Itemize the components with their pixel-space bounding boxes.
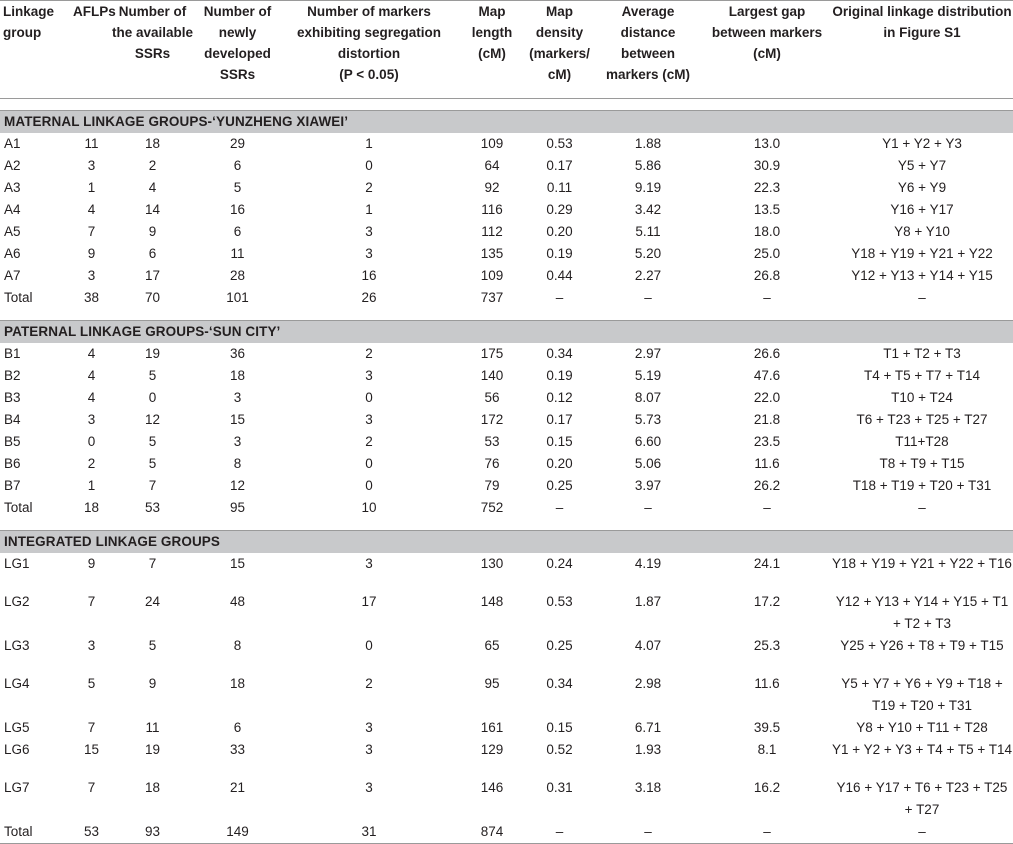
cell-group: Total bbox=[4, 290, 33, 305]
section-header-row bbox=[0, 111, 1013, 134]
cell-distortion: 16 bbox=[361, 268, 377, 283]
cell-largest-gap: 13.0 bbox=[753, 136, 781, 151]
total-row bbox=[0, 497, 1013, 519]
cell-new-ssrs: 11 bbox=[230, 246, 245, 261]
cell-distribution: Y18 + Y19 + Y21 + Y22 + T16 bbox=[832, 556, 1012, 571]
cell-avg-distance: 5.06 bbox=[634, 456, 662, 471]
section-spacer-cell bbox=[0, 99, 1013, 111]
cell-distribution: Y16 + Y17 + T6 + T23 + T25 + T27 bbox=[836, 780, 1008, 817]
cell-avg-distance: 6.60 bbox=[634, 434, 662, 449]
cell-aflps: 3 bbox=[87, 412, 96, 427]
cell-available-ssrs: 11 bbox=[145, 720, 160, 735]
header-map-density: Map density (markers/ cM) bbox=[529, 4, 590, 82]
table-row bbox=[0, 387, 1013, 409]
cell-map-length: 79 bbox=[484, 478, 500, 493]
cell-distribution: Y5 + Y7 + Y6 + Y9 + T18 + T19 + T20 + T31 bbox=[841, 676, 1003, 713]
cell-new-ssrs: 12 bbox=[229, 478, 246, 493]
cell-map-length: 130 bbox=[480, 556, 504, 571]
cell-distortion: 0 bbox=[365, 638, 373, 653]
cell-new-ssrs: 8 bbox=[233, 638, 242, 653]
cell-distribution: Y12 + Y13 + Y14 + Y15 + T1 + T2 + T3 bbox=[835, 594, 1009, 631]
cell-distribution: T8 + T9 + T15 bbox=[879, 456, 965, 471]
cell-available-ssrs: 14 bbox=[144, 202, 161, 217]
cell-available-ssrs: 19 bbox=[144, 742, 161, 757]
cell-available-ssrs: 18 bbox=[144, 136, 161, 151]
cell-map-density: 0.20 bbox=[546, 224, 573, 239]
cell-new-ssrs: 3 bbox=[233, 434, 242, 449]
cell-group: LG5 bbox=[4, 720, 30, 735]
cell-new-ssrs: 6 bbox=[233, 720, 242, 735]
cell-new-ssrs: 28 bbox=[229, 268, 246, 283]
cell-new-ssrs: 16 bbox=[229, 202, 246, 217]
cell-distribution: T6 + T23 + T25 + T27 bbox=[856, 412, 988, 427]
cell-group: B5 bbox=[4, 434, 21, 449]
cell-avg-distance: 1.88 bbox=[634, 136, 662, 151]
cell-distortion: 2 bbox=[365, 676, 373, 691]
cell-available-ssrs: 19 bbox=[144, 346, 161, 361]
cell-avg-distance: – bbox=[593, 821, 703, 844]
table-row bbox=[0, 453, 1013, 475]
total-row bbox=[0, 821, 1013, 844]
cell-available-ssrs: 93 bbox=[110, 821, 195, 844]
cell-map-density: 0.17 bbox=[546, 158, 573, 173]
cell-aflps: 7 bbox=[87, 594, 96, 609]
cell-map-density: – bbox=[555, 290, 564, 305]
cell-map-length: 56 bbox=[484, 390, 500, 405]
cell-distortion: 2 bbox=[365, 434, 373, 449]
cell-aflps: 18 bbox=[83, 500, 100, 515]
cell-map-density: 0.19 bbox=[546, 368, 573, 383]
cell-group: A2 bbox=[4, 158, 21, 173]
cell-new-ssrs: 101 bbox=[226, 290, 249, 305]
cell-group: LG6 bbox=[4, 742, 30, 757]
cell-distortion: 2 bbox=[365, 346, 373, 361]
cell-available-ssrs: 4 bbox=[148, 180, 157, 195]
cell-map-density: 0.34 bbox=[546, 346, 573, 361]
cell-distortion: 26 bbox=[361, 290, 377, 305]
cell-distortion: 3 bbox=[365, 412, 373, 427]
cell-distribution: – bbox=[918, 290, 926, 305]
header-largest-gap: Largest gap between markers (cM) bbox=[711, 4, 823, 61]
cell-distribution: Y5 + Y7 bbox=[897, 158, 947, 173]
cell-distribution: – bbox=[918, 500, 926, 515]
cell-distortion: 1 bbox=[365, 202, 373, 217]
cell-new-ssrs: 36 bbox=[229, 346, 246, 361]
cell-largest-gap: – bbox=[703, 821, 831, 844]
cell-new-ssrs: 33 bbox=[229, 742, 246, 757]
cell-available-ssrs: 5 bbox=[148, 638, 157, 653]
cell-largest-gap: 39.5 bbox=[753, 720, 781, 735]
cell-map-density: 0.34 bbox=[546, 676, 573, 691]
cell-distribution: Y1 + Y2 + Y3 bbox=[882, 136, 962, 151]
cell-group: B7 bbox=[4, 478, 21, 493]
cell-aflps: 3 bbox=[87, 268, 96, 283]
cell-map-length: 76 bbox=[484, 456, 500, 471]
cell-map-density: – bbox=[555, 500, 564, 515]
cell-largest-gap: 21.8 bbox=[753, 412, 781, 427]
cell-distribution: T10 + T24 bbox=[891, 390, 953, 405]
cell-distribution: Y12 + Y13 + Y14 + Y15 bbox=[851, 268, 993, 283]
cell-distribution: Y16 + Y17 bbox=[890, 202, 954, 217]
cell-map-length: 112 bbox=[481, 224, 503, 239]
cell-group: LG7 bbox=[4, 780, 30, 795]
table-row bbox=[0, 221, 1013, 243]
section-title: PATERNAL LINKAGE GROUPS-‘SUN CITY’ bbox=[0, 321, 1013, 344]
section-spacer-cell bbox=[0, 309, 1013, 321]
cell-aflps: 1 bbox=[87, 180, 96, 195]
table-row bbox=[0, 591, 1013, 635]
header-aflps: AFLPs bbox=[73, 4, 116, 19]
cell-largest-gap: 11.6 bbox=[754, 676, 780, 691]
section-spacer bbox=[0, 519, 1013, 531]
cell-distribution: T11+T28 bbox=[895, 434, 949, 449]
cell-map-density: 0.25 bbox=[546, 638, 573, 653]
table-header bbox=[0, 1, 1013, 99]
cell-group: A5 bbox=[4, 224, 21, 239]
table-row bbox=[0, 265, 1013, 287]
cell-distribution: – bbox=[831, 821, 1013, 844]
cell-distortion: 17 bbox=[361, 594, 377, 609]
cell-largest-gap: 11.6 bbox=[754, 456, 780, 471]
cell-avg-distance: 2.98 bbox=[634, 676, 662, 691]
cell-new-ssrs: 15 bbox=[229, 412, 246, 427]
cell-new-ssrs: 29 bbox=[229, 136, 246, 151]
cell-aflps: 7 bbox=[87, 780, 96, 795]
cell-distortion: 3 bbox=[365, 368, 373, 383]
table-row bbox=[0, 553, 1013, 591]
table-row bbox=[0, 777, 1013, 821]
cell-aflps: 53 bbox=[73, 821, 110, 844]
cell-group: A1 bbox=[4, 136, 21, 151]
cell-group: B6 bbox=[4, 456, 21, 471]
cell-distribution: T4 + T5 + T7 + T14 bbox=[864, 368, 980, 383]
header-linkage-group: Linkage group bbox=[3, 4, 55, 40]
cell-available-ssrs: 7 bbox=[148, 556, 157, 571]
cell-largest-gap: 47.6 bbox=[753, 368, 781, 383]
cell-distortion: 3 bbox=[365, 780, 373, 795]
cell-new-ssrs: 8 bbox=[233, 456, 242, 471]
cell-available-ssrs: 5 bbox=[148, 456, 157, 471]
cell-group: A3 bbox=[4, 180, 21, 195]
cell-available-ssrs: 6 bbox=[148, 246, 157, 261]
cell-distortion: 3 bbox=[365, 224, 373, 239]
cell-map-density: 0.17 bbox=[546, 412, 573, 427]
cell-avg-distance: 9.19 bbox=[634, 180, 662, 195]
header-map-length: Map length (cM) bbox=[471, 4, 513, 61]
cell-map-length: 53 bbox=[484, 434, 500, 449]
cell-available-ssrs: 18 bbox=[144, 780, 161, 795]
cell-group: Total bbox=[4, 500, 33, 515]
cell-aflps: 3 bbox=[87, 638, 96, 653]
table-row bbox=[0, 673, 1013, 717]
cell-map-density: 0.53 bbox=[546, 136, 573, 151]
cell-aflps: 4 bbox=[87, 346, 96, 361]
cell-map-density: 0.52 bbox=[546, 742, 573, 757]
cell-new-ssrs: 6 bbox=[233, 158, 242, 173]
section-title: INTEGRATED LINKAGE GROUPS bbox=[0, 531, 1013, 554]
cell-new-ssrs: 6 bbox=[233, 224, 242, 239]
cell-avg-distance: 1.93 bbox=[634, 742, 662, 757]
header-average-distance: Average distance between markers (cM) bbox=[605, 4, 691, 82]
cell-group: Total bbox=[0, 821, 73, 844]
cell-avg-distance: 3.18 bbox=[634, 780, 662, 795]
cell-available-ssrs: 24 bbox=[144, 594, 161, 609]
table-row bbox=[0, 155, 1013, 177]
cell-map-density: 0.11 bbox=[546, 180, 573, 195]
cell-largest-gap: 13.5 bbox=[753, 202, 781, 217]
cell-map-length: 172 bbox=[480, 412, 504, 427]
cell-new-ssrs: 15 bbox=[229, 556, 246, 571]
cell-largest-gap: 18.0 bbox=[753, 224, 781, 239]
cell-map-length: 161 bbox=[480, 720, 504, 735]
cell-map-length: 135 bbox=[480, 246, 504, 261]
table-row bbox=[0, 199, 1013, 221]
cell-largest-gap: 25.0 bbox=[753, 246, 781, 261]
cell-map-length: 140 bbox=[480, 368, 504, 383]
cell-largest-gap: 24.1 bbox=[753, 556, 781, 571]
cell-new-ssrs: 18 bbox=[229, 676, 246, 691]
cell-avg-distance: – bbox=[644, 290, 652, 305]
cell-map-density: 0.24 bbox=[546, 556, 573, 571]
cell-distortion: 0 bbox=[365, 478, 373, 493]
cell-group: B3 bbox=[4, 390, 21, 405]
cell-available-ssrs: 53 bbox=[144, 500, 161, 515]
cell-aflps: 9 bbox=[87, 556, 96, 571]
cell-group: LG1 bbox=[4, 556, 30, 571]
cell-distortion: 3 bbox=[365, 742, 373, 757]
cell-map-density: 0.53 bbox=[546, 594, 573, 609]
cell-new-ssrs: 18 bbox=[229, 368, 246, 383]
cell-avg-distance: 2.27 bbox=[634, 268, 662, 283]
cell-distribution: Y25 + Y26 + T8 + T9 + T15 bbox=[840, 638, 1004, 653]
cell-distribution: Y1 + Y2 + Y3 + T4 + T5 + T14 bbox=[831, 742, 1012, 757]
cell-new-ssrs: 95 bbox=[229, 500, 246, 515]
cell-map-length: 116 bbox=[481, 202, 503, 217]
cell-distribution: Y8 + Y10 + T11 + T28 bbox=[856, 720, 988, 735]
cell-map-length: 874 bbox=[458, 821, 526, 844]
cell-avg-distance: 5.11 bbox=[635, 224, 661, 239]
cell-distortion: 3 bbox=[365, 556, 373, 571]
header-original-distribution: Original linkage distribution in Figure S1 bbox=[832, 4, 1012, 40]
cell-map-density: 0.12 bbox=[546, 390, 573, 405]
cell-map-length: 64 bbox=[484, 158, 500, 173]
cell-largest-gap: 26.2 bbox=[753, 478, 781, 493]
cell-distortion: 2 bbox=[365, 180, 373, 195]
cell-group: B1 bbox=[4, 346, 21, 361]
cell-aflps: 1 bbox=[87, 478, 96, 493]
cell-largest-gap: 23.5 bbox=[753, 434, 781, 449]
section-spacer bbox=[0, 99, 1013, 111]
cell-group: B2 bbox=[4, 368, 21, 383]
table-row bbox=[0, 177, 1013, 199]
cell-map-length: 109 bbox=[480, 268, 504, 283]
cell-distortion: 3 bbox=[365, 720, 373, 735]
cell-map-length: 752 bbox=[480, 500, 504, 515]
cell-map-length: 95 bbox=[484, 676, 500, 691]
cell-largest-gap: 22.3 bbox=[753, 180, 781, 195]
cell-available-ssrs: 0 bbox=[148, 390, 157, 405]
cell-aflps: 4 bbox=[87, 202, 96, 217]
cell-group: B4 bbox=[4, 412, 21, 427]
cell-largest-gap: 26.6 bbox=[753, 346, 781, 361]
section-title: MATERNAL LINKAGE GROUPS-‘YUNZHENG XIAWEI’ bbox=[0, 111, 1013, 134]
cell-avg-distance: 3.97 bbox=[634, 478, 662, 493]
header-p-note: (P < 0.05) bbox=[339, 67, 399, 82]
table-row bbox=[0, 717, 1013, 739]
cell-distortion: 0 bbox=[365, 456, 373, 471]
cell-aflps: 3 bbox=[87, 158, 96, 173]
cell-avg-distance: 1.87 bbox=[634, 594, 662, 609]
cell-available-ssrs: 5 bbox=[148, 434, 157, 449]
cell-available-ssrs: 7 bbox=[148, 478, 157, 493]
cell-avg-distance: 8.07 bbox=[634, 390, 662, 405]
cell-distortion: 1 bbox=[365, 136, 373, 151]
cell-avg-distance: – bbox=[644, 500, 652, 515]
cell-distortion: 0 bbox=[365, 158, 373, 173]
cell-distortion: 3 bbox=[365, 246, 373, 261]
cell-aflps: 15 bbox=[83, 742, 100, 757]
cell-map-density: 0.31 bbox=[546, 780, 573, 795]
cell-group: A4 bbox=[4, 202, 21, 217]
cell-aflps: 11 bbox=[84, 136, 99, 151]
table-row bbox=[0, 133, 1013, 155]
cell-avg-distance: 2.97 bbox=[634, 346, 662, 361]
cell-aflps: 5 bbox=[87, 676, 96, 691]
cell-map-density: 0.15 bbox=[546, 720, 573, 735]
cell-map-density: 0.29 bbox=[546, 202, 573, 217]
header-available-ssrs: Number of the available SSRs bbox=[111, 4, 194, 61]
cell-aflps: 7 bbox=[87, 720, 96, 735]
cell-available-ssrs: 2 bbox=[148, 158, 157, 173]
cell-new-ssrs: 21 bbox=[229, 780, 246, 795]
section-spacer bbox=[0, 309, 1013, 321]
cell-map-length: 129 bbox=[480, 742, 504, 757]
header-segregation-label: Number of markers exhibiting segregation distortion bbox=[296, 4, 442, 61]
cell-map-length: 65 bbox=[484, 638, 500, 653]
cell-group: LG4 bbox=[4, 676, 30, 691]
cell-aflps: 0 bbox=[87, 434, 96, 449]
cell-largest-gap: – bbox=[763, 500, 771, 515]
cell-largest-gap: 8.1 bbox=[757, 742, 777, 757]
section-header-row bbox=[0, 531, 1013, 554]
cell-distribution: T18 + T19 + T20 + T31 bbox=[852, 478, 992, 493]
cell-new-ssrs: 5 bbox=[233, 180, 242, 195]
cell-map-length: 92 bbox=[484, 180, 500, 195]
cell-group: A6 bbox=[4, 246, 21, 261]
cell-avg-distance: 6.71 bbox=[634, 720, 662, 735]
cell-largest-gap: – bbox=[763, 290, 771, 305]
table-row bbox=[0, 739, 1013, 777]
table-row bbox=[0, 365, 1013, 387]
cell-map-length: 148 bbox=[480, 594, 504, 609]
cell-available-ssrs: 9 bbox=[148, 224, 157, 239]
table-row bbox=[0, 409, 1013, 431]
cell-aflps: 4 bbox=[87, 390, 96, 405]
cell-map-length: 175 bbox=[480, 346, 504, 361]
total-row bbox=[0, 287, 1013, 309]
cell-largest-gap: 17.2 bbox=[753, 594, 781, 609]
cell-largest-gap: 26.8 bbox=[753, 268, 781, 283]
cell-distortion: 31 bbox=[280, 821, 458, 844]
cell-aflps: 38 bbox=[83, 290, 100, 305]
cell-largest-gap: 30.9 bbox=[753, 158, 781, 173]
cell-map-density: 0.25 bbox=[546, 478, 573, 493]
section-header-row bbox=[0, 321, 1013, 344]
cell-available-ssrs: 9 bbox=[148, 676, 157, 691]
header-segregation-distortion bbox=[280, 1, 458, 99]
cell-group: A7 bbox=[4, 268, 21, 283]
cell-distribution: Y18 + Y19 + Y21 + Y22 bbox=[851, 246, 993, 261]
cell-avg-distance: 5.19 bbox=[634, 368, 662, 383]
cell-largest-gap: 25.3 bbox=[753, 638, 781, 653]
cell-new-ssrs: 3 bbox=[233, 390, 242, 405]
cell-new-ssrs: 48 bbox=[229, 594, 246, 609]
cell-available-ssrs: 70 bbox=[144, 290, 161, 305]
table-row bbox=[0, 343, 1013, 365]
cell-aflps: 2 bbox=[87, 456, 96, 471]
cell-largest-gap: 16.2 bbox=[753, 780, 781, 795]
cell-distribution: Y8 + Y10 bbox=[894, 224, 950, 239]
header-new-ssrs: Number of newly developed SSRs bbox=[203, 4, 272, 82]
cell-avg-distance: 4.19 bbox=[634, 556, 662, 571]
cell-new-ssrs: 149 bbox=[195, 821, 280, 844]
table-row bbox=[0, 243, 1013, 265]
cell-group: LG2 bbox=[4, 594, 30, 609]
cell-map-length: 146 bbox=[480, 780, 504, 795]
cell-aflps: 9 bbox=[87, 246, 96, 261]
cell-map-density: 0.44 bbox=[546, 268, 573, 283]
section-spacer-cell bbox=[0, 519, 1013, 531]
cell-aflps: 7 bbox=[87, 224, 96, 239]
cell-distortion: 0 bbox=[365, 390, 373, 405]
cell-avg-distance: 3.42 bbox=[634, 202, 662, 217]
table-row bbox=[0, 635, 1013, 673]
cell-avg-distance: 5.73 bbox=[634, 412, 662, 427]
cell-group: LG3 bbox=[4, 638, 30, 653]
cell-map-density: – bbox=[526, 821, 593, 844]
cell-available-ssrs: 5 bbox=[148, 368, 157, 383]
cell-avg-distance: 5.86 bbox=[634, 158, 662, 173]
table-row bbox=[0, 431, 1013, 453]
cell-map-density: 0.19 bbox=[546, 246, 573, 261]
cell-largest-gap: 22.0 bbox=[753, 390, 781, 405]
cell-map-length: 109 bbox=[480, 136, 504, 151]
cell-available-ssrs: 17 bbox=[144, 268, 161, 283]
table-body bbox=[0, 99, 1013, 844]
cell-avg-distance: 5.20 bbox=[634, 246, 662, 261]
cell-distribution: Y6 + Y9 bbox=[897, 180, 947, 195]
cell-distortion: 10 bbox=[361, 500, 377, 515]
cell-distribution: T1 + T2 + T3 bbox=[883, 346, 961, 361]
cell-aflps: 4 bbox=[87, 368, 96, 383]
cell-map-density: 0.20 bbox=[546, 456, 573, 471]
cell-avg-distance: 4.07 bbox=[634, 638, 662, 653]
cell-map-length: 737 bbox=[480, 290, 504, 305]
cell-map-density: 0.15 bbox=[546, 434, 573, 449]
cell-available-ssrs: 12 bbox=[144, 412, 161, 427]
table-row bbox=[0, 475, 1013, 497]
